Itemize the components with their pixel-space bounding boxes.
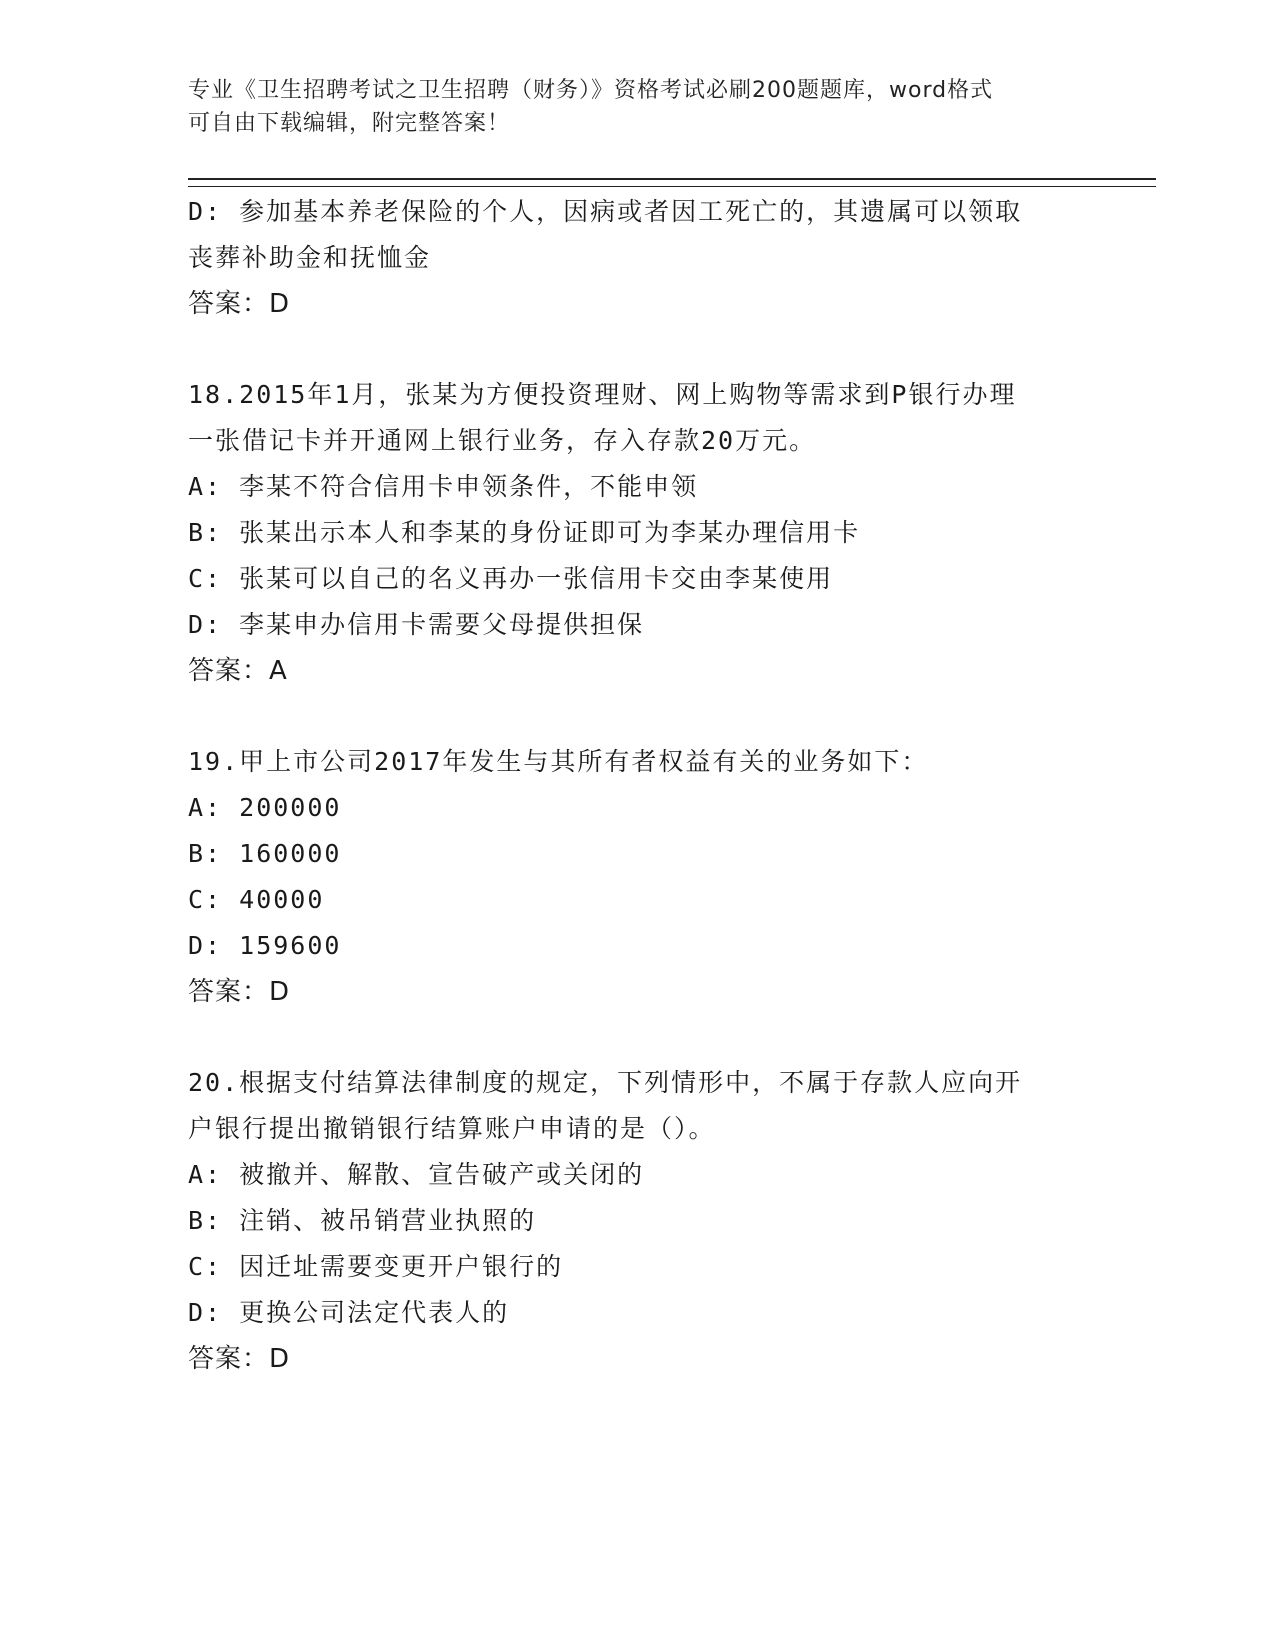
q18-stem: 18.2015年1月，张某为方便投资理财、网上购物等需求到P银行办理 — [188, 380, 1017, 409]
spacer — [188, 694, 1088, 739]
question-17-fragment — [188, 189, 1088, 327]
q19-option-b: B: 160000 — [188, 839, 342, 868]
q18-option-d: D: 李某申办信用卡需要父母提供担保 — [188, 610, 645, 639]
spacer — [188, 1015, 1088, 1060]
q20-answer: 答案：D — [188, 1344, 291, 1374]
q19-option-c: C: 40000 — [188, 885, 325, 914]
header-line-1: 专业《卫生招聘考试之卫生招聘（财务）》资格考试必刷200题题库，word格式 — [188, 78, 994, 103]
q20-stem-cont: 户银行提出撤销银行结算账户申请的是（）。 — [188, 1114, 716, 1143]
q17-option-d-cont: 丧葬补助金和抚恤金 — [188, 243, 432, 272]
q18-option-c: C: 张某可以自己的名义再办一张信用卡交由李某使用 — [188, 564, 834, 593]
q20-option-c: C: 因迁址需要变更开户银行的 — [188, 1252, 564, 1281]
q20-stem: 20.根据支付结算法律制度的规定，下列情形中，不属于存款人应向开 — [188, 1068, 1023, 1097]
question-20 — [188, 1060, 1088, 1382]
q18-answer: 答案：A — [188, 656, 288, 686]
document-body — [188, 189, 1088, 1382]
q18-stem-cont: 一张借记卡并开通网上银行业务，存入存款20万元。 — [188, 426, 817, 455]
q17-option-d: D: 参加基本养老保险的个人，因病或者因工死亡的，其遗属可以领取 — [188, 197, 1023, 226]
q18-option-a: A: 李某不符合信用卡申领条件，不能申领 — [188, 472, 699, 501]
header-line-2: 可自由下载编辑，附完整答案！ — [188, 111, 511, 136]
q19-stem: 19.甲上市公司2017年发生与其所有者权益有关的业务如下： — [188, 747, 929, 776]
q19-option-d: D: 159600 — [188, 931, 342, 960]
q18-option-b: B: 张某出示本人和李某的身份证即可为李某办理信用卡 — [188, 518, 861, 547]
q20-option-a: A: 被撤并、解散、宣告破产或关闭的 — [188, 1160, 645, 1189]
question-19 — [188, 739, 1088, 1015]
header-divider — [188, 178, 1156, 187]
q17-answer: 答案：D — [188, 289, 291, 319]
page-header — [188, 74, 1068, 140]
q20-option-d: D: 更换公司法定代表人的 — [188, 1298, 510, 1327]
q20-option-b: B: 注销、被吊销营业执照的 — [188, 1206, 537, 1235]
q19-answer: 答案：D — [188, 977, 291, 1007]
spacer — [188, 327, 1088, 372]
question-18 — [188, 372, 1088, 694]
q19-option-a: A: 200000 — [188, 793, 342, 822]
